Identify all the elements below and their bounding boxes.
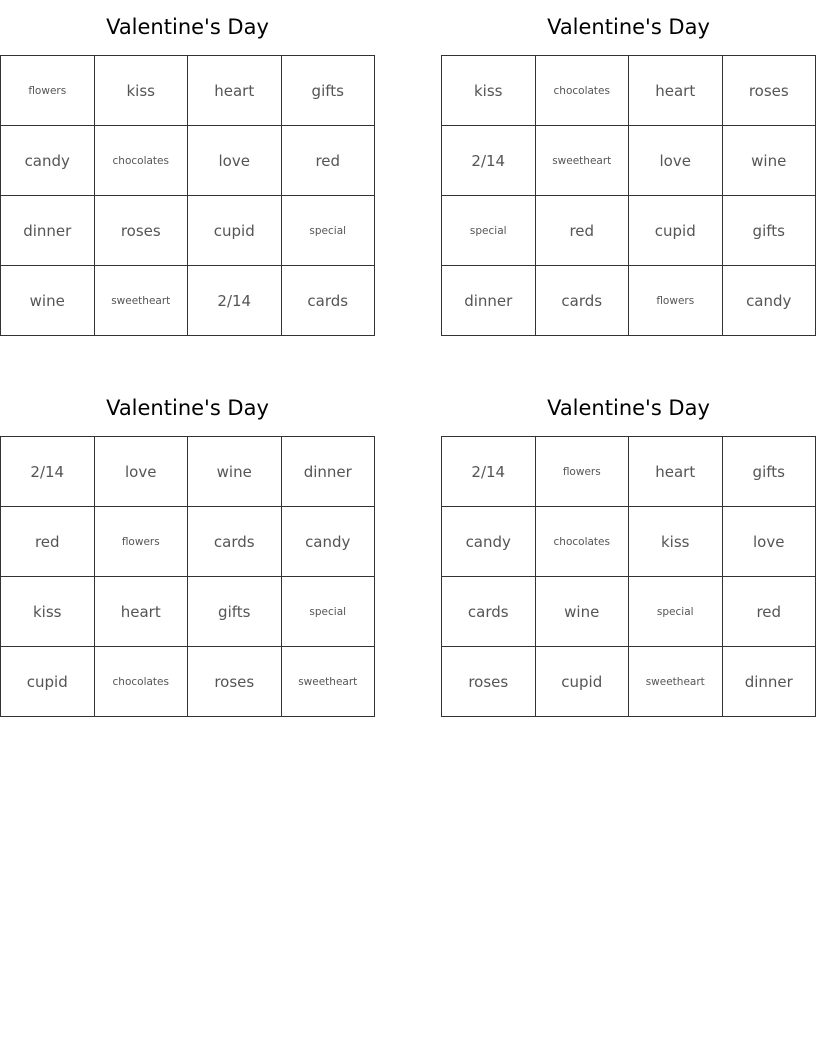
bingo-cell: gifts [282,56,376,126]
bingo-cell: flowers [1,56,95,126]
bingo-cell: sweetheart [536,126,630,196]
bingo-cell: heart [188,56,282,126]
bingo-cell: cards [282,266,376,336]
bingo-cell: flowers [629,266,723,336]
bingo-cell: chocolates [536,507,630,577]
bingo-cell: kiss [442,56,536,126]
bingo-cell: cards [188,507,282,577]
bingo-cell: chocolates [95,126,189,196]
bingo-cell: 2/14 [188,266,282,336]
bingo-cell: heart [629,56,723,126]
bingo-cell: wine [536,577,630,647]
bingo-cell: chocolates [95,647,189,717]
bingo-cell: love [629,126,723,196]
bingo-cell: special [629,577,723,647]
bingo-cell: kiss [95,56,189,126]
bingo-cell: dinner [1,196,95,266]
bingo-cell: kiss [1,577,95,647]
bingo-cell: chocolates [536,56,630,126]
bingo-cell: kiss [629,507,723,577]
bingo-cell: red [1,507,95,577]
bingo-cell: roses [95,196,189,266]
bingo-cell: red [536,196,630,266]
bingo-cell: dinner [282,437,376,507]
bingo-card-2 [441,0,816,336]
bingo-cell: love [723,507,816,577]
bingo-cell: dinner [723,647,816,717]
bingo-cell: flowers [95,507,189,577]
bingo-cell: love [95,437,189,507]
bingo-grid [0,55,375,336]
bingo-cell: 2/14 [442,126,536,196]
bingo-cell: flowers [536,437,630,507]
bingo-cell: cards [442,577,536,647]
bingo-cell: gifts [723,196,816,266]
bingo-cell: special [282,196,376,266]
card-title: Valentine's Day [547,396,710,420]
bingo-cell: roses [188,647,282,717]
bingo-cell: dinner [442,266,536,336]
bingo-cell: cupid [629,196,723,266]
bingo-cell: wine [1,266,95,336]
bingo-cell: wine [188,437,282,507]
bingo-cell: love [188,126,282,196]
bingo-cell: cupid [188,196,282,266]
bingo-cell: gifts [723,437,816,507]
bingo-cell: sweetheart [95,266,189,336]
bingo-cell: 2/14 [1,437,95,507]
bingo-cell: special [282,577,376,647]
bingo-cell: roses [723,56,816,126]
bingo-grid [0,436,375,717]
bingo-cell: red [282,126,376,196]
bingo-cell: cupid [536,647,630,717]
card-title: Valentine's Day [106,396,269,420]
bingo-card-3 [0,381,375,717]
bingo-cell: roses [442,647,536,717]
bingo-cell: red [723,577,816,647]
bingo-cell: candy [442,507,536,577]
bingo-cell: wine [723,126,816,196]
bingo-cell: cupid [1,647,95,717]
bingo-cell: heart [629,437,723,507]
bingo-card-1 [0,0,375,336]
bingo-cell: sweetheart [629,647,723,717]
card-title: Valentine's Day [547,15,710,39]
bingo-cell: gifts [188,577,282,647]
bingo-cell: cards [536,266,630,336]
bingo-card-4 [441,381,816,717]
bingo-cell: candy [1,126,95,196]
bingo-grid [441,55,816,336]
bingo-cell: candy [282,507,376,577]
bingo-cell: sweetheart [282,647,376,717]
card-title: Valentine's Day [106,15,269,39]
bingo-grid [441,436,816,717]
bingo-cell: candy [723,266,816,336]
bingo-cell: heart [95,577,189,647]
bingo-cell: special [442,196,536,266]
bingo-cell: 2/14 [442,437,536,507]
